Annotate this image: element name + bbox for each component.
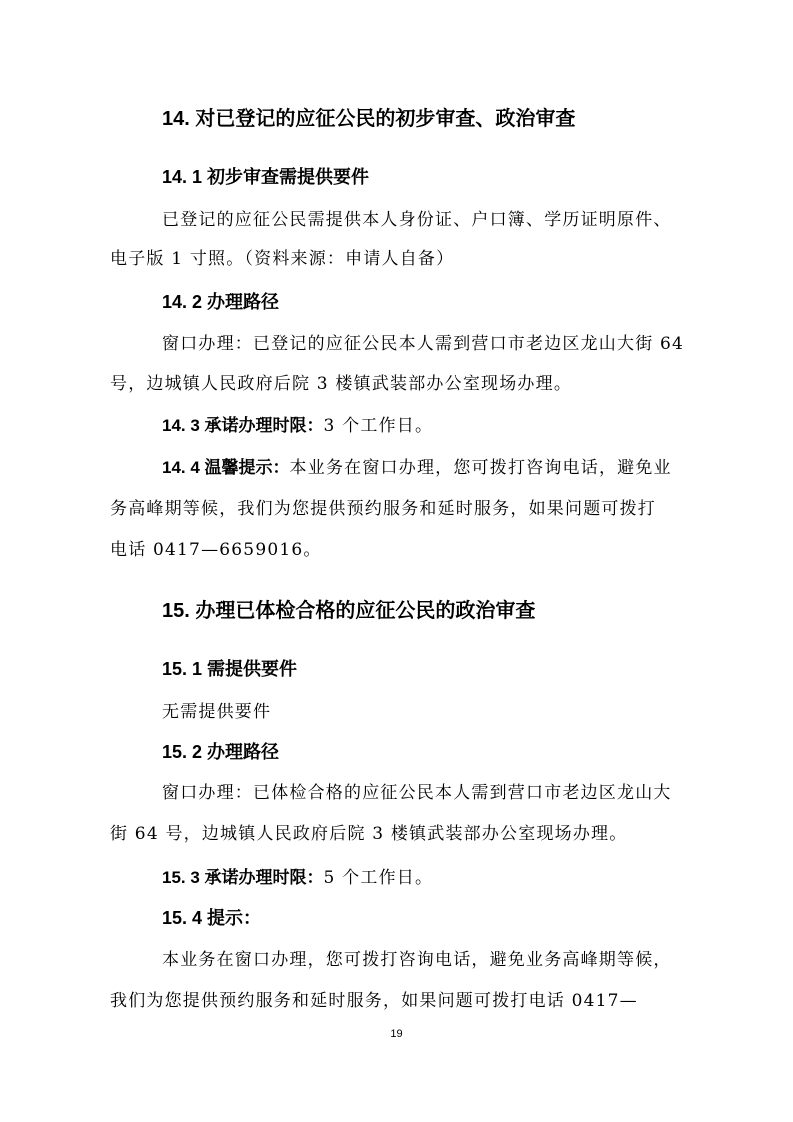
section-14-title: 14. 对已登记的应征公民的初步审查、政治审查 bbox=[162, 108, 576, 130]
section-15-title: 15. 办理已体检合格的应征公民的政治审查 bbox=[162, 600, 536, 622]
section-15-1-line-1: 无需提供要件 bbox=[162, 702, 272, 722]
section-14-3-text: 3 个工作日。 bbox=[323, 416, 434, 436]
section-15-3-line bbox=[162, 866, 433, 890]
section-14-3-label: 14. 3 承诺办理时限： bbox=[162, 416, 324, 435]
section-14-1-line-2: 电子版 1 寸照。（资料来源：申请人自备） bbox=[110, 249, 455, 269]
section-14-4-line-1 bbox=[162, 456, 672, 480]
section-15-4-line-2: 我们为您提供预约服务和延时服务，如果问题可拨打电话 0417— bbox=[110, 991, 638, 1011]
section-15-3-label: 15. 3 承诺办理时限： bbox=[162, 868, 324, 887]
section-15-2-line-2: 街 64 号，边城镇人民政府后院 3 楼镇武装部办公室现场办理。 bbox=[110, 824, 628, 844]
section-14-2-heading: 14. 2 办理路径 bbox=[162, 292, 280, 312]
section-14-1-line-1: 已登记的应征公民需提供本人身份证、户口簿、学历证明原件、 bbox=[162, 210, 672, 230]
page-number: 19 bbox=[390, 1028, 403, 1040]
section-14-4-line-2: 务高峰期等候，我们为您提供预约服务和延时服务，如果问题可拨打 bbox=[110, 499, 656, 519]
section-14-4-line-3: 电话 0417—6659016。 bbox=[110, 540, 322, 560]
section-15-4-heading: 15. 4 提示： bbox=[162, 908, 262, 928]
section-15-4-line-1: 本业务在窗口办理，您可拨打咨询电话，避免业务高峰期等候， bbox=[162, 950, 672, 970]
section-15-2-heading: 15. 2 办理路径 bbox=[162, 742, 280, 762]
section-14-2-line-2: 号，边城镇人民政府后院 3 楼镇武装部办公室现场办理。 bbox=[110, 374, 573, 394]
section-15-2-line-1: 窗口办理：已体检合格的应征公民本人需到营口市老边区龙山大 bbox=[162, 783, 672, 803]
section-14-2-line-1: 窗口办理：已登记的应征公民本人需到营口市老边区龙山大街 64 bbox=[162, 334, 685, 354]
section-14-3-line bbox=[162, 414, 433, 438]
section-14-1-heading: 14. 1 初步审查需提供要件 bbox=[162, 167, 370, 187]
section-14-4-label: 14. 4 温馨提示： bbox=[162, 458, 290, 477]
section-15-3-text: 5 个工作日。 bbox=[323, 868, 434, 888]
section-15-1-heading: 15. 1 需提供要件 bbox=[162, 659, 298, 679]
section-14-4-text: 本业务在窗口办理，您可拨打咨询电话，避免业 bbox=[289, 458, 672, 478]
